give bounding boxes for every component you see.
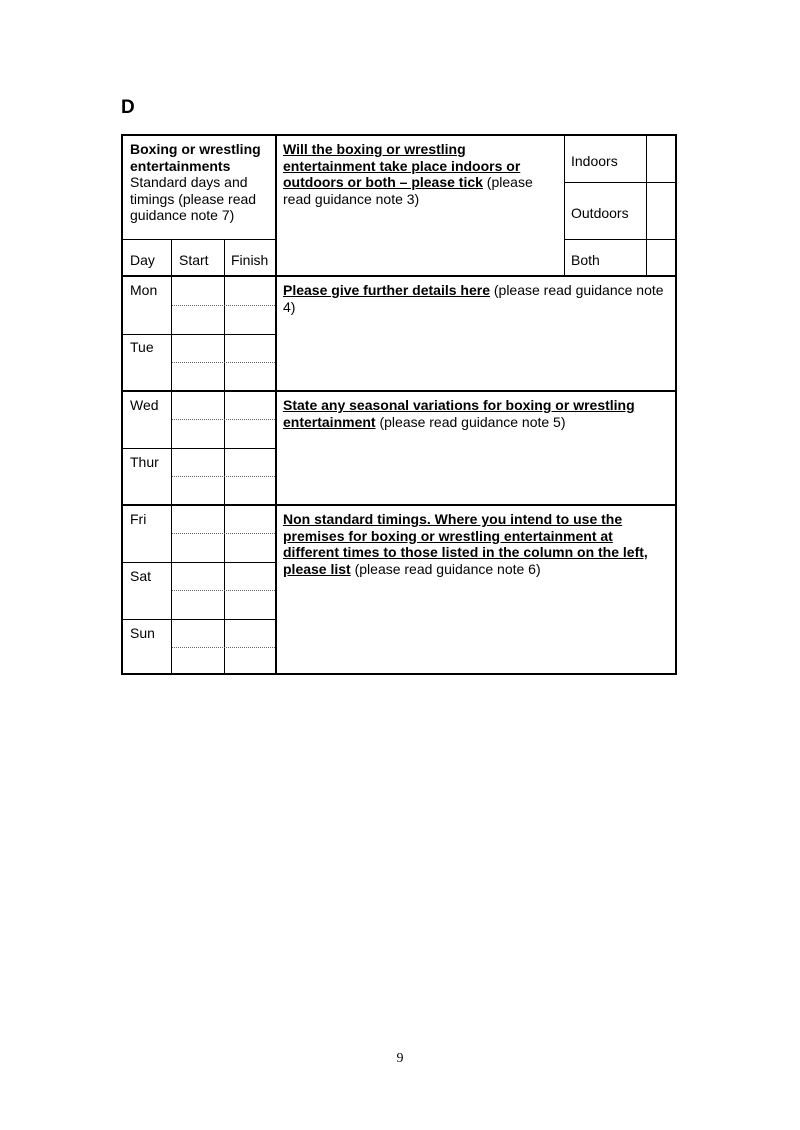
boxing-wrestling-form-table [121,134,677,675]
seasonal-variations-note: (please read guidance note 5) [375,413,566,430]
venue-question-note: (please read guidance note 3) [283,174,533,207]
page-number: 9 [396,1051,404,1066]
day-label-sat: Sat [130,568,152,584]
timings-heading-bold: Boxing or wrestling entertainments [130,141,261,174]
divider-wed-thur [123,448,275,449]
venue-question [283,141,558,207]
day-label-fri: Fri [130,511,147,527]
thur-finish-2[interactable] [224,476,275,505]
sun-finish-1[interactable] [224,619,275,647]
divider-mon-tue [123,334,275,335]
mon-finish-1[interactable] [224,277,275,305]
col-header-day: Day [130,252,155,268]
divider-header-body [123,275,677,277]
day-label-tue: Tue [130,339,154,355]
option-outdoors-label: Outdoors [571,205,629,221]
dotted-sun [172,647,275,648]
divider-main-vertical [275,136,277,675]
timings-heading [130,141,270,224]
divider-options-tick [646,136,647,276]
divider-options-left [564,136,565,276]
day-label-mon: Mon [130,282,158,298]
wed-start-2[interactable] [172,419,224,448]
section-letter: D [121,97,135,118]
divider-sat-sun [123,619,275,620]
divider-thur-fri [123,504,677,506]
outdoors-tick-box[interactable] [646,182,677,239]
sun-finish-2[interactable] [224,647,275,675]
thur-start-2[interactable] [172,476,224,505]
day-label-sun: Sun [130,625,155,641]
day-label-wed: Wed [130,397,159,413]
dotted-tue [172,362,275,363]
wed-finish-1[interactable] [224,391,275,419]
wed-start-1[interactable] [172,391,224,419]
sat-start-1[interactable] [172,562,224,590]
non-standard-timings-label-text: Non standard timings. Where you intend to use the premises for boxing or wrestling entertainment at different times to those listed in the column on the left, please list [283,511,648,577]
tue-finish-1[interactable] [224,334,275,362]
dotted-sat [172,590,275,591]
indoors-tick-box[interactable] [646,136,677,182]
tue-start-1[interactable] [172,334,224,362]
non-standard-timings-label [283,511,668,577]
sat-finish-1[interactable] [224,562,275,590]
col-header-finish: Finish [231,252,269,268]
fri-start-1[interactable] [172,505,224,533]
sun-start-2[interactable] [172,647,224,675]
divider-left-header [123,239,275,240]
col-header-start: Start [179,252,209,268]
divider-fri-sat [123,562,275,563]
tue-start-2[interactable] [172,362,224,391]
venue-question-text: Will the boxing or wrestling entertainment take place indoors or outdoors or both – please tick [283,141,521,190]
non-standard-timings-note: (please read guidance note 6) [350,560,541,577]
wed-finish-2[interactable] [224,419,275,448]
seasonal-variations-label-text: State any seasonal variations for boxing or wrestling entertainment [283,397,635,430]
sat-finish-2[interactable] [224,590,275,619]
further-details-note: (please read guidance note 4) [283,282,664,315]
divider-outdoors-both [564,239,677,240]
fri-finish-1[interactable] [224,505,275,533]
mon-finish-2[interactable] [224,305,275,334]
mon-start-2[interactable] [172,305,224,334]
sun-start-1[interactable] [172,619,224,647]
fri-finish-2[interactable] [224,533,275,562]
option-both-label: Both [571,252,600,268]
thur-start-1[interactable] [172,448,224,476]
day-label-thur: Thur [130,454,159,470]
timings-heading-note: Standard days and timings (please read guidance note 7) [130,174,257,223]
further-details-label-text: Please give further details here [283,282,490,298]
mon-start-1[interactable] [172,277,224,305]
thur-finish-1[interactable] [224,448,275,476]
dotted-mon [172,305,275,306]
further-details-label [283,282,671,315]
dotted-fri [172,533,275,534]
both-tick-box[interactable] [646,239,677,276]
seasonal-variations-label [283,397,663,430]
divider-indoors-outdoors [564,182,677,183]
fri-start-2[interactable] [172,533,224,562]
option-indoors-label: Indoors [571,153,618,169]
tue-finish-2[interactable] [224,362,275,391]
divider-tue-wed [123,390,677,392]
dotted-wed [172,419,275,420]
sat-start-2[interactable] [172,590,224,619]
dotted-thur [172,476,275,477]
